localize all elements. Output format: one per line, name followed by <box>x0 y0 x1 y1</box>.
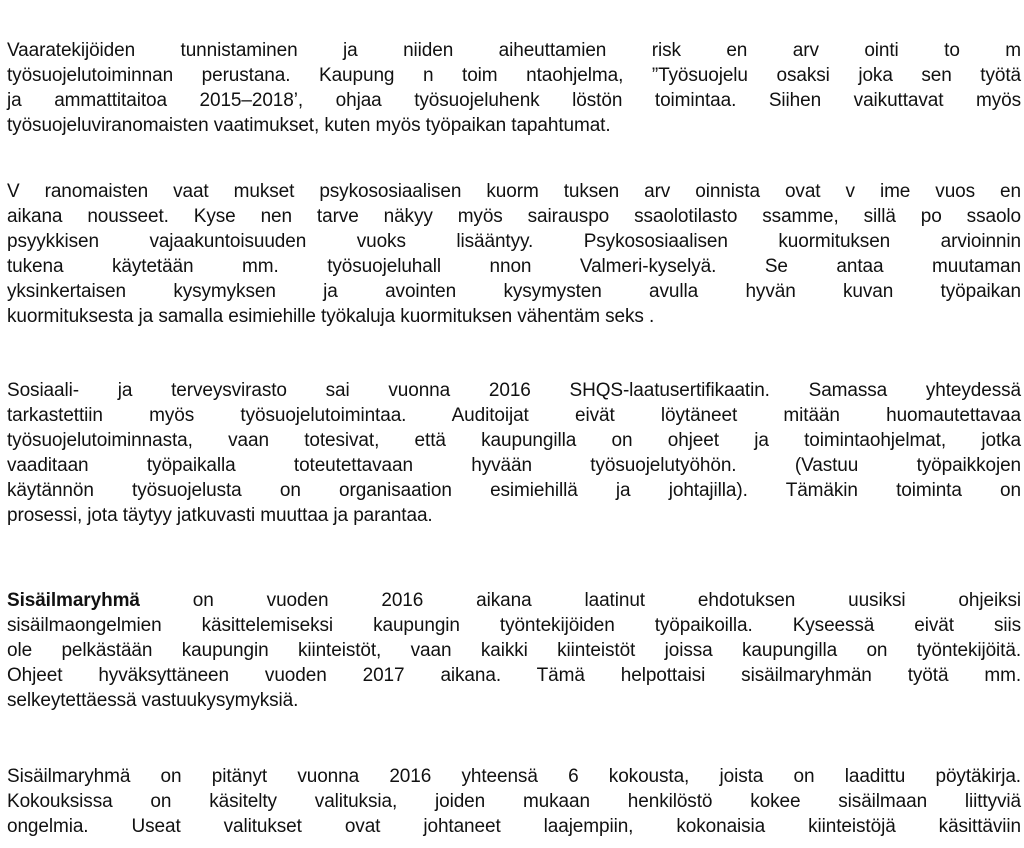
text-line: psyykkisen vajaakuntoisuuden vuoks lisääntyy. Psykososiaalisen kuormituksen arvioinnin <box>7 231 1021 252</box>
text-line: sisäilmaongelmien käsittelemiseksi kaupungin työntekijöiden työpaikoilla. Kyseessä eivät siis <box>7 615 1021 636</box>
text-line: Vaaratekijöiden tunnistaminen ja niiden aiheuttamien risk en arv ointi to m <box>7 40 1021 61</box>
text-line: ongelmia. Useat valitukset ovat johtaneet laajempiin, kokonaisia kiinteistöjä käsittäviin <box>7 816 1021 837</box>
paragraph-indoor-air-group-meetings <box>7 764 1021 839</box>
paragraph-hazard-assessment <box>7 38 1021 138</box>
text-line-rest: on vuoden 2016 aikana laatinut ehdotuksen uusiksi ohjeiksi <box>139 590 1021 611</box>
text-line: prosessi, jota täytyy jatkuvasti muuttaa ja parantaa. <box>7 505 433 526</box>
text-line: tukena käytetään mm. työsuojeluhall nnon Valmeri-kyselyä. Se antaa muutaman <box>7 256 1021 277</box>
text-line: selkeytettäessä vastuukysymyksiä. <box>7 690 299 711</box>
paragraph-indoor-air-group-guidelines <box>7 588 1021 713</box>
text-line: ja ammattitaitoa 2015–2018’, ohjaa työsuojeluhenk löstön toimintaa. Siihen vaikuttavat myös <box>7 90 1021 111</box>
paragraph-shqs-certification <box>7 378 1021 528</box>
text-line: työsuojelutoiminnasta, vaan totesivat, että kaupungilla on ohjeet ja toimintaohjelmat, jotka <box>7 430 1021 451</box>
text-line: Sisäilmaryhmä on pitänyt vuonna 2016 yhteensä 6 kokousta, joista on laadittu pöytäkirja. <box>7 766 1021 787</box>
bold-lead-term: Sisäilmaryhmä <box>7 590 140 611</box>
text-line: työsuojeluviranomaisten vaatimukset, kuten myös työpaikan tapahtumat. <box>7 115 611 136</box>
text-line: tarkastettiin myös työsuojelutoimintaa. Auditoijat eivät löytäneet mitään huomautettavaa <box>7 405 1021 426</box>
text-line <box>7 588 1021 613</box>
text-line: Sosiaali- ja terveysvirasto sai vuonna 2016 SHQS-laatusertifikaatin. Samassa yhteydessä <box>7 380 1021 401</box>
text-line: aikana nousseet. Kyse nen tarve näkyy myös sairauspo ssaolotilasto ssamme, sillä po ssaolo <box>7 206 1021 227</box>
text-line: Kokouksissa on käsitelty valituksia, joiden mukaan henkilöstö kokee sisäilmaan liittyviä <box>7 791 1021 812</box>
text-line: Ohjeet hyväksyttäneen vuoden 2017 aikana. Tämä helpottaisi sisäilmaryhmän työtä mm. <box>7 665 1021 686</box>
text-line: työsuojelutoiminnan perustana. Kaupung n toim ntaohjelma, ”Työsuojelu osaksi joka sen työtä <box>7 65 1021 86</box>
paragraph-psychosocial-load <box>7 179 1021 329</box>
text-line: yksinkertaisen kysymyksen ja avointen kysymysten avulla hyvän kuvan työpaikan <box>7 281 1021 302</box>
text-line: kuormituksesta ja samalla esimiehille työkaluja kuormituksen vähentäm seks . <box>7 306 655 327</box>
text-line: V ranomaisten vaat mukset psykososiaalisen kuorm tuksen arv oinnista ovat v ime vuos en <box>7 181 1021 202</box>
text-line: vaaditaan työpaikalla toteutettavaan hyvään työsuojelutyöhön. (Vastuu työpaikkojen <box>7 455 1021 476</box>
text-line: käytännön työsuojelusta on organisaation esimiehillä ja johtajilla). Tämäkin toiminta on <box>7 480 1021 501</box>
text-line: ole pelkästään kaupungin kiinteistöt, vaan kaikki kiinteistöt joissa kaupungilla on työntekijöitä. <box>7 640 1021 661</box>
